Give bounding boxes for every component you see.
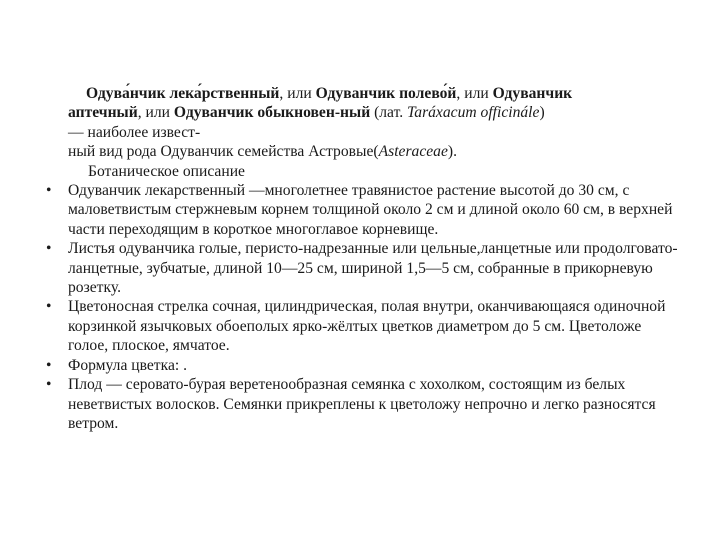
plant-name-pharmacy-a: Одуванчик <box>492 85 573 102</box>
bullet-icon: • <box>46 298 52 316</box>
genus-description: ный вид рода Одуванчик семейства Астровые( <box>68 143 379 161</box>
genus-description-end: ). <box>447 143 457 161</box>
plant-name-common: Одуванчик обыкновен-ный <box>173 104 371 122</box>
list-item <box>46 297 678 355</box>
intro-paragraph <box>46 84 678 181</box>
intro-line-1 <box>68 84 678 103</box>
list-item <box>46 375 678 433</box>
separator: , или <box>456 85 493 102</box>
list-item-text: Цветоносная стрелка сочная, цилиндрическая, полая внутри, оканчивающаяся одиночной корзинкой язычковых обоеполых ярко-жёлтых цветков диаметром до 5 см. Цветоложе голое, плоское, ямчатое. <box>68 298 666 355</box>
slide-content <box>46 84 678 433</box>
separator: , или <box>279 85 316 102</box>
latin-name: Taráxacum officinále <box>407 104 540 122</box>
bullet-icon: • <box>46 376 52 394</box>
latin-open: (лат. <box>370 104 408 122</box>
bullet-icon: • <box>46 182 52 200</box>
intro-line-4 <box>68 142 678 161</box>
list-item <box>46 239 678 297</box>
intro-line-2 <box>68 103 678 122</box>
list-item-text: Одуванчик лекарственный —многолетнее травянистое растение высотой до 30 см, с маловетвистым стержневым корнем толщиной около 2 см и длиной около 60 см, в верхней части переходящим в короткое многоглавое корневище. <box>68 182 673 238</box>
separator: , или <box>137 104 174 122</box>
description-list <box>46 181 678 433</box>
list-item-text: Листья одуванчика голые, перисто-надрезанные или цельные,ланцетные или продолговато-ланцетные, зубчатые, длиной 10—25 см, шириной 1,5—5 см, собранные в прикорневую розетку. <box>68 240 678 297</box>
list-item <box>46 356 678 375</box>
list-item-text: Плод — серовато-бурая веретенообразная семянка с хохолком, состоящим из белых неветвистых волосков. Семянки прикреплены к цветоложу непрочно и легко разносятся ветром. <box>68 376 656 432</box>
plant-name-pharmacy-b: аптечный <box>68 104 138 122</box>
plant-name-medicinal: Одува́нчик лека́рственный <box>86 85 280 102</box>
intro-line-3: — наиболее извест- <box>68 123 201 141</box>
family-latin-name: Asteraceae <box>378 143 448 161</box>
list-item <box>46 181 678 239</box>
bullet-icon: • <box>46 240 52 258</box>
plant-name-field: Одуванчик полево́й <box>315 85 457 102</box>
section-title: Ботаническое описание <box>88 162 245 180</box>
list-item-text: Формула цветка: . <box>68 356 188 374</box>
latin-close: ) <box>539 104 545 122</box>
bullet-icon: • <box>46 356 52 374</box>
